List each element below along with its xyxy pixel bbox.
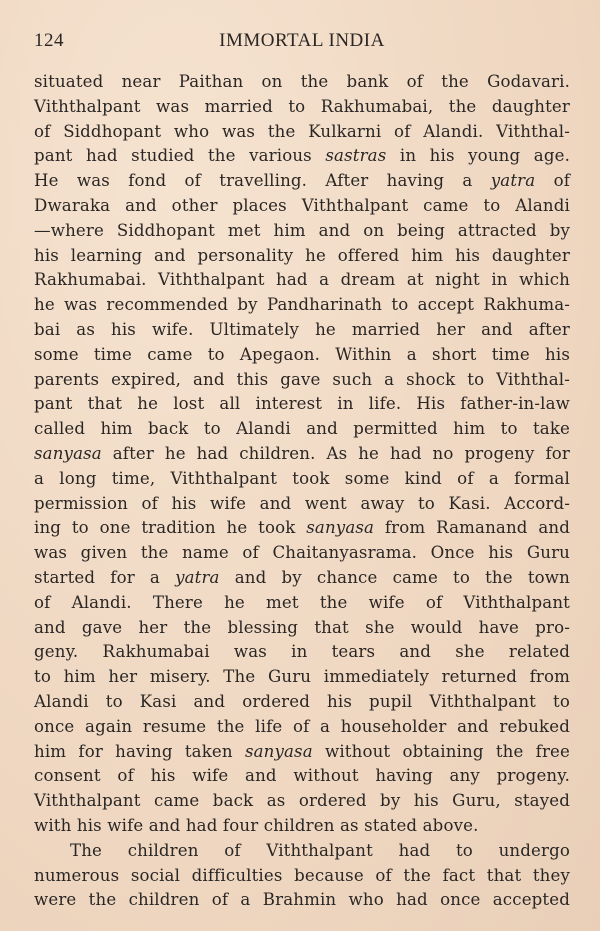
text-line <box>34 690 570 715</box>
text-run: some time came to Apegaon. Within a short time his <box>34 344 570 364</box>
text-line <box>34 839 570 864</box>
text-run: without obtaining the free <box>312 741 570 761</box>
text-line <box>34 95 570 120</box>
text-run: to him her misery. The Guru immediately returned from <box>34 667 570 687</box>
text-line <box>34 591 570 616</box>
text-line <box>34 70 570 95</box>
text-line <box>34 144 570 169</box>
text-run: Rakhumabai. Viththalpant had a dream at night in which <box>34 270 570 290</box>
text-line <box>34 640 570 665</box>
text-run: numerous social difficulties because of the fact that they <box>34 865 570 885</box>
text-run: after he had children. As he had no progeny for <box>101 443 570 463</box>
text-run: were the children of a Brahmin who had once accepted <box>34 890 570 910</box>
text-line <box>34 764 570 789</box>
italic-term: yatra <box>490 171 536 191</box>
italic-term: sastras <box>325 146 387 166</box>
text-run: he was recommended by Pandharinath to accept Rakhuma- <box>34 295 570 315</box>
page-header <box>34 30 570 56</box>
text-line <box>34 268 570 293</box>
text-run: ing to one tradition he took <box>34 518 307 538</box>
text-run: of Alandi. There he met the wife of Viththalpant <box>34 592 570 612</box>
text-line <box>34 219 570 244</box>
page-number: 124 <box>34 30 64 51</box>
text-run: Alandi to Kasi and ordered his pupil Viththalpant to <box>34 691 570 711</box>
text-line <box>34 442 570 467</box>
text-line <box>34 789 570 814</box>
text-run: bai as his wife. Ultimately he married her and after <box>34 319 570 339</box>
text-line <box>34 541 570 566</box>
text-run: geny. Rakhumabai was in tears and she related <box>34 642 570 662</box>
text-line <box>34 665 570 690</box>
text-line <box>34 566 570 591</box>
text-run: a long time, Viththalpant took some kind of a formal <box>34 468 570 488</box>
text-run: pant that he lost all interest in life. His father-in-law <box>34 394 570 414</box>
text-run: He was fond of travelling. After having a <box>34 171 491 191</box>
italic-term: yatra <box>175 567 220 587</box>
text-run: parents expired, and this gave such a shock to Viththal- <box>34 369 570 389</box>
text-line <box>34 343 570 368</box>
text-run: permission of his wife and went away to Kasi. Accord- <box>34 493 570 513</box>
text-run: Viththalpant was married to Rakhumabai, the daughter <box>34 96 570 116</box>
text-run: his learning and personality he offered him his daughter <box>34 245 570 265</box>
text-run: consent of his wife and without having any progeny. <box>34 766 570 786</box>
running-head: IMMORTAL INDIA <box>219 30 385 51</box>
text-line <box>34 888 570 913</box>
text-line <box>34 169 570 194</box>
italic-term: sanyasa <box>244 741 313 761</box>
text-line <box>34 194 570 219</box>
text-line <box>34 120 570 145</box>
text-line <box>34 715 570 740</box>
text-line <box>34 293 570 318</box>
body-text <box>34 70 570 913</box>
text-run: and gave her the blessing that she would have pro- <box>34 617 570 637</box>
text-line <box>34 492 570 517</box>
text-run: was given the name of Chaitanyasrama. Once his Guru <box>34 543 570 563</box>
italic-term: sanyasa <box>306 518 375 538</box>
text-run: once again resume the life of a householder and rebuked <box>34 716 570 736</box>
text-run: him for having taken <box>34 741 245 761</box>
text-run: from Ramanand and <box>374 518 571 538</box>
text-run: The children of Viththalpant had to undergo <box>70 840 570 860</box>
italic-term: sanyasa <box>34 443 102 463</box>
text-line <box>34 616 570 641</box>
text-line <box>34 417 570 442</box>
text-run: with his wife and had four children as stated above. <box>34 815 479 835</box>
text-run: Dwaraka and other places Viththalpant came to Alandi <box>34 195 570 215</box>
text-line <box>34 467 570 492</box>
text-line <box>34 516 570 541</box>
text-run: and by chance came to the town <box>219 567 570 587</box>
text-run: started for a <box>34 567 176 587</box>
text-run: in his young age. <box>386 146 570 166</box>
text-line <box>34 740 570 765</box>
text-run: of <box>535 171 570 191</box>
text-line <box>34 392 570 417</box>
text-run: situated near Paithan on the bank of the Godavari. <box>34 72 570 91</box>
text-run: of Siddhopant who was the Kulkarni of Alandi. Viththal- <box>34 121 570 141</box>
text-line <box>34 814 570 839</box>
text-line <box>34 244 570 269</box>
text-run: —where Siddhopant met him and on being attracted by <box>34 220 570 240</box>
text-run: pant had studied the various <box>34 146 326 166</box>
text-line <box>34 318 570 343</box>
text-line <box>34 368 570 393</box>
text-run: Viththalpant came back as ordered by his Guru, stayed <box>34 791 570 811</box>
text-run: called him back to Alandi and permitted him to take <box>34 419 570 439</box>
text-line <box>34 864 570 889</box>
